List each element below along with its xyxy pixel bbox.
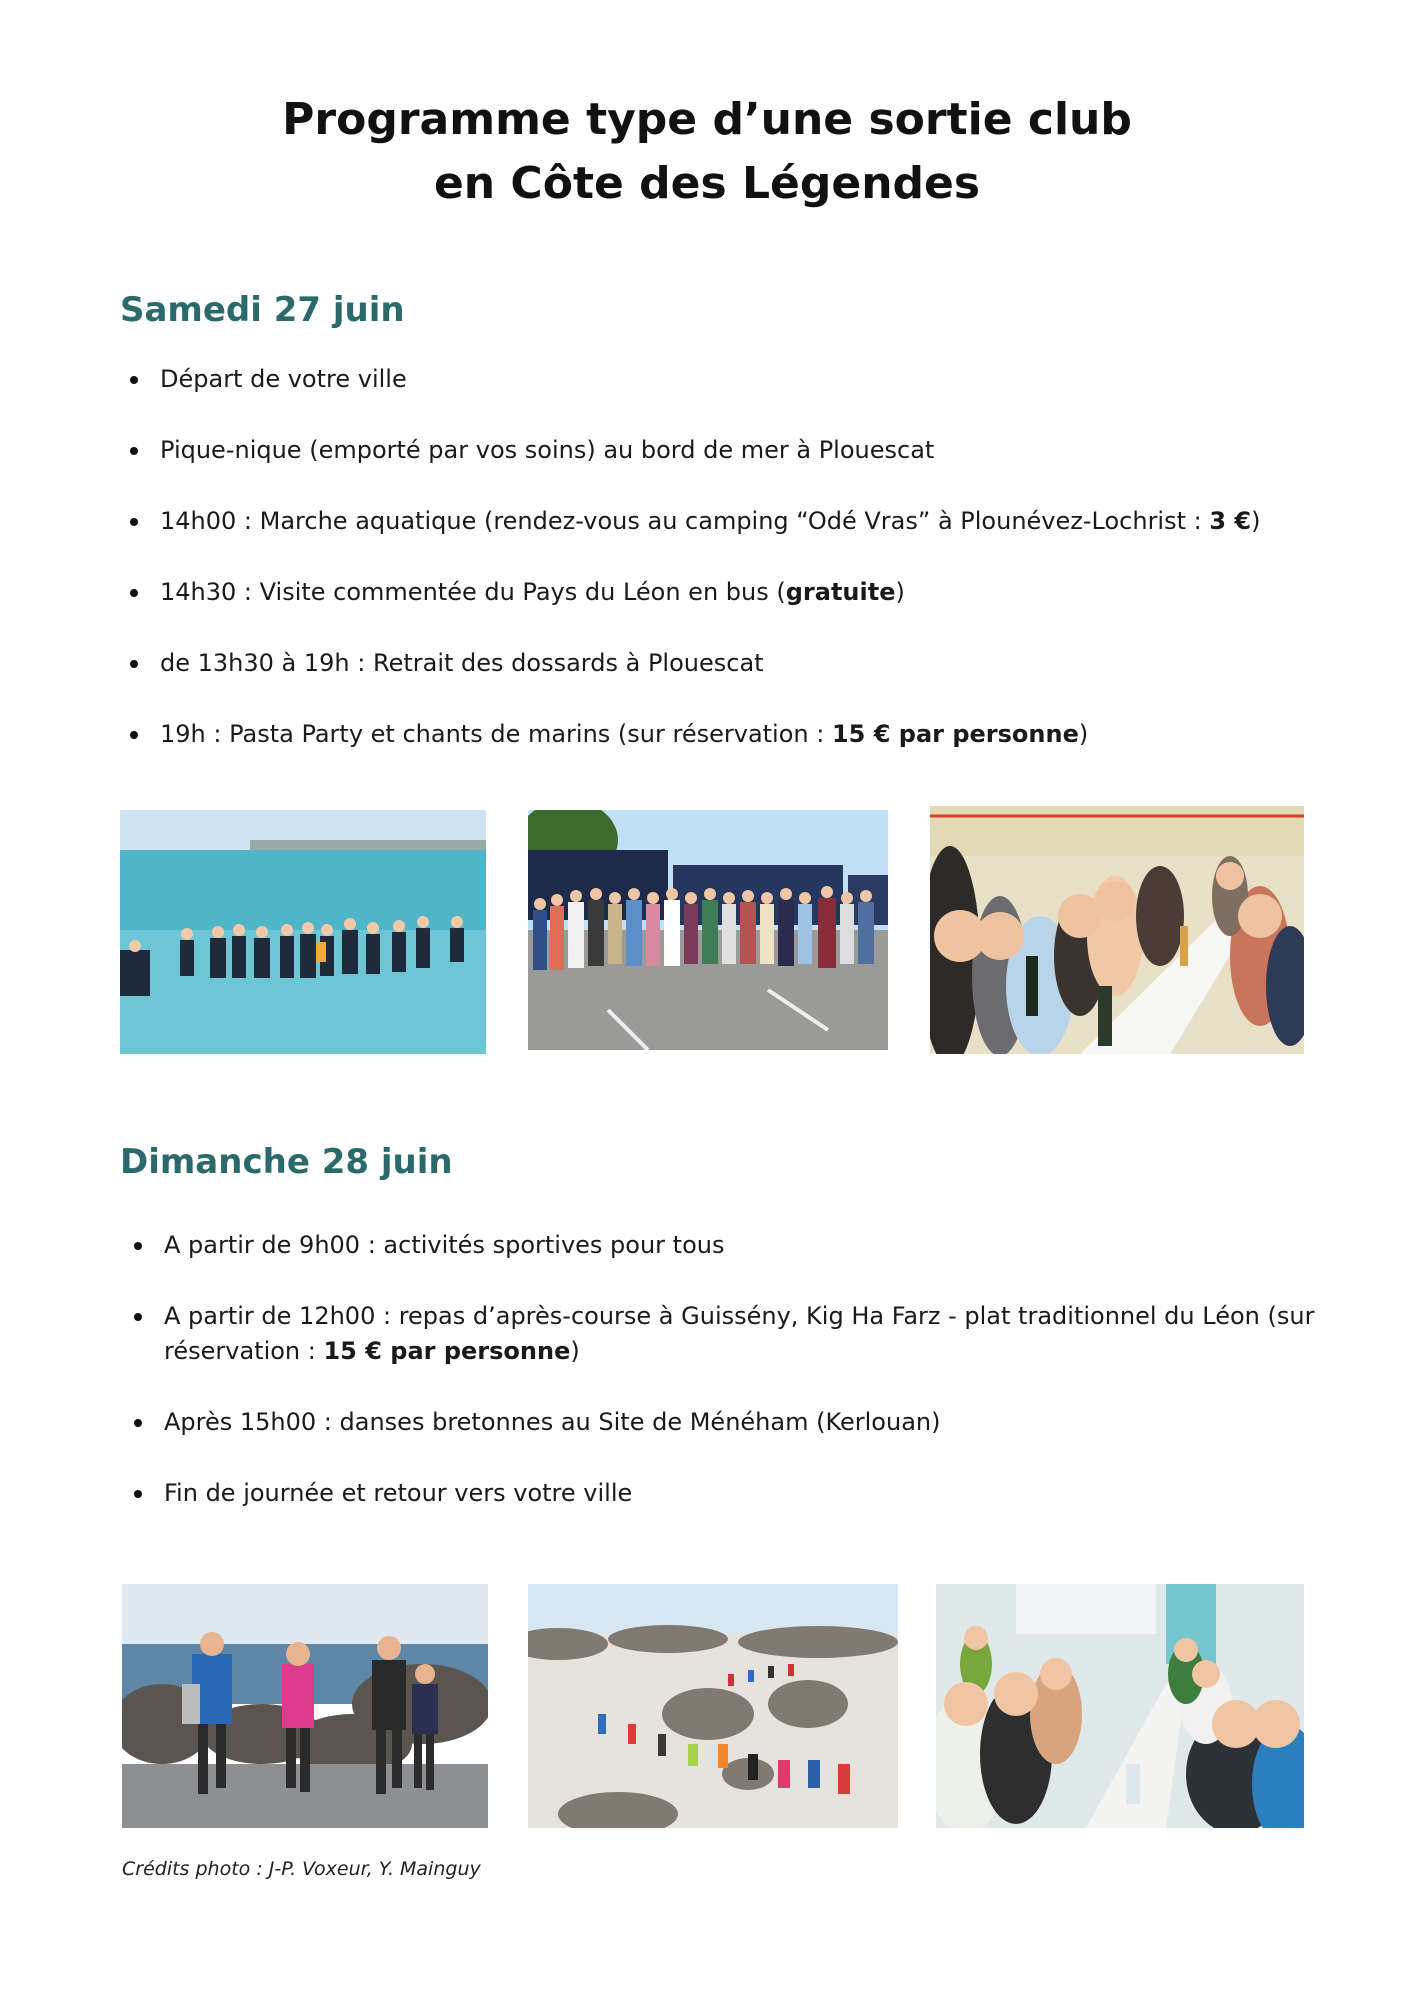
item-text: Fin de journée et retour vers votre ville <box>164 1479 633 1507</box>
bus-group-photo <box>528 810 888 1050</box>
sunday-item <box>124 1299 1344 1369</box>
bullet-icon <box>130 518 138 526</box>
sea-walk-photo <box>120 810 486 1054</box>
saturday-heading: Samedi 27 juin <box>120 290 405 330</box>
photo-credits: Crédits photo : J-P. Voxeur, Y. Mainguy <box>122 1858 481 1880</box>
bullet-icon <box>134 1490 142 1498</box>
item-text: Après 15h00 : danses bretonnes au Site de Ménéham (Kerlouan) <box>164 1408 941 1436</box>
bullet-icon <box>130 589 138 597</box>
bullet-icon <box>130 731 138 739</box>
saturday-item <box>120 504 1340 539</box>
item-text: 14h00 : Marche aquatique (rendez-vous au camping “Odé Vras” à Plounévez-Lochrist : <box>160 507 1210 535</box>
sunday-program-list <box>124 1228 1344 1547</box>
item-text-end: ) <box>1078 720 1089 748</box>
item-text-end: ) <box>1251 507 1261 535</box>
saturday-item <box>120 362 1340 397</box>
sunday-heading: Dimanche 28 juin <box>120 1142 453 1182</box>
item-text-end: ) <box>570 1337 580 1365</box>
item-price: gratuite <box>785 578 896 606</box>
saturday-program-list <box>120 362 1340 788</box>
item-price: 15 € par personne <box>831 720 1079 748</box>
item-text-end: ) <box>895 578 905 606</box>
item-text: A partir de 9h00 : activités sportives pour tous <box>164 1231 725 1259</box>
saturday-item <box>120 717 1340 752</box>
lunch-photo <box>936 1584 1304 1828</box>
bullet-icon <box>130 660 138 668</box>
bullet-icon <box>134 1242 142 1250</box>
saturday-item <box>120 646 1340 681</box>
item-text: Pique-nique (emporté par vos soins) au bord de mer à Plouescat <box>160 436 935 464</box>
bullet-icon <box>134 1313 142 1321</box>
title-line-2: en Côte des Légendes <box>433 158 981 209</box>
item-text: 14h30 : Visite commentée du Pays du Léon en bus ( <box>160 578 786 606</box>
saturday-item <box>120 575 1340 610</box>
bullet-icon <box>134 1419 142 1427</box>
sunday-item <box>124 1476 1344 1511</box>
item-price: 3 € <box>1209 507 1252 535</box>
sunday-item <box>124 1405 1344 1440</box>
beach-trail-photo <box>528 1584 898 1828</box>
pasta-party-photo <box>930 806 1304 1054</box>
saturday-item <box>120 433 1340 468</box>
item-text: Départ de votre ville <box>160 365 407 393</box>
sunday-item <box>124 1228 1344 1263</box>
bullet-icon <box>130 376 138 384</box>
item-price: 15 € par personne <box>323 1337 571 1365</box>
item-text: 19h : Pasta Party et chants de marins (sur réservation : <box>160 720 832 748</box>
bullet-icon <box>130 447 138 455</box>
title-line-1: Programme type d’une sortie club <box>282 94 1132 145</box>
item-text: A partir de 12h00 : repas d’après-course à Guissény, Kig Ha Farz - plat traditionnel du Léon (sur réservation : <box>164 1302 1315 1365</box>
coastal-run-photo <box>122 1584 488 1828</box>
page-title <box>0 88 1414 216</box>
item-text: de 13h30 à 19h : Retrait des dossards à Plouescat <box>160 649 764 677</box>
